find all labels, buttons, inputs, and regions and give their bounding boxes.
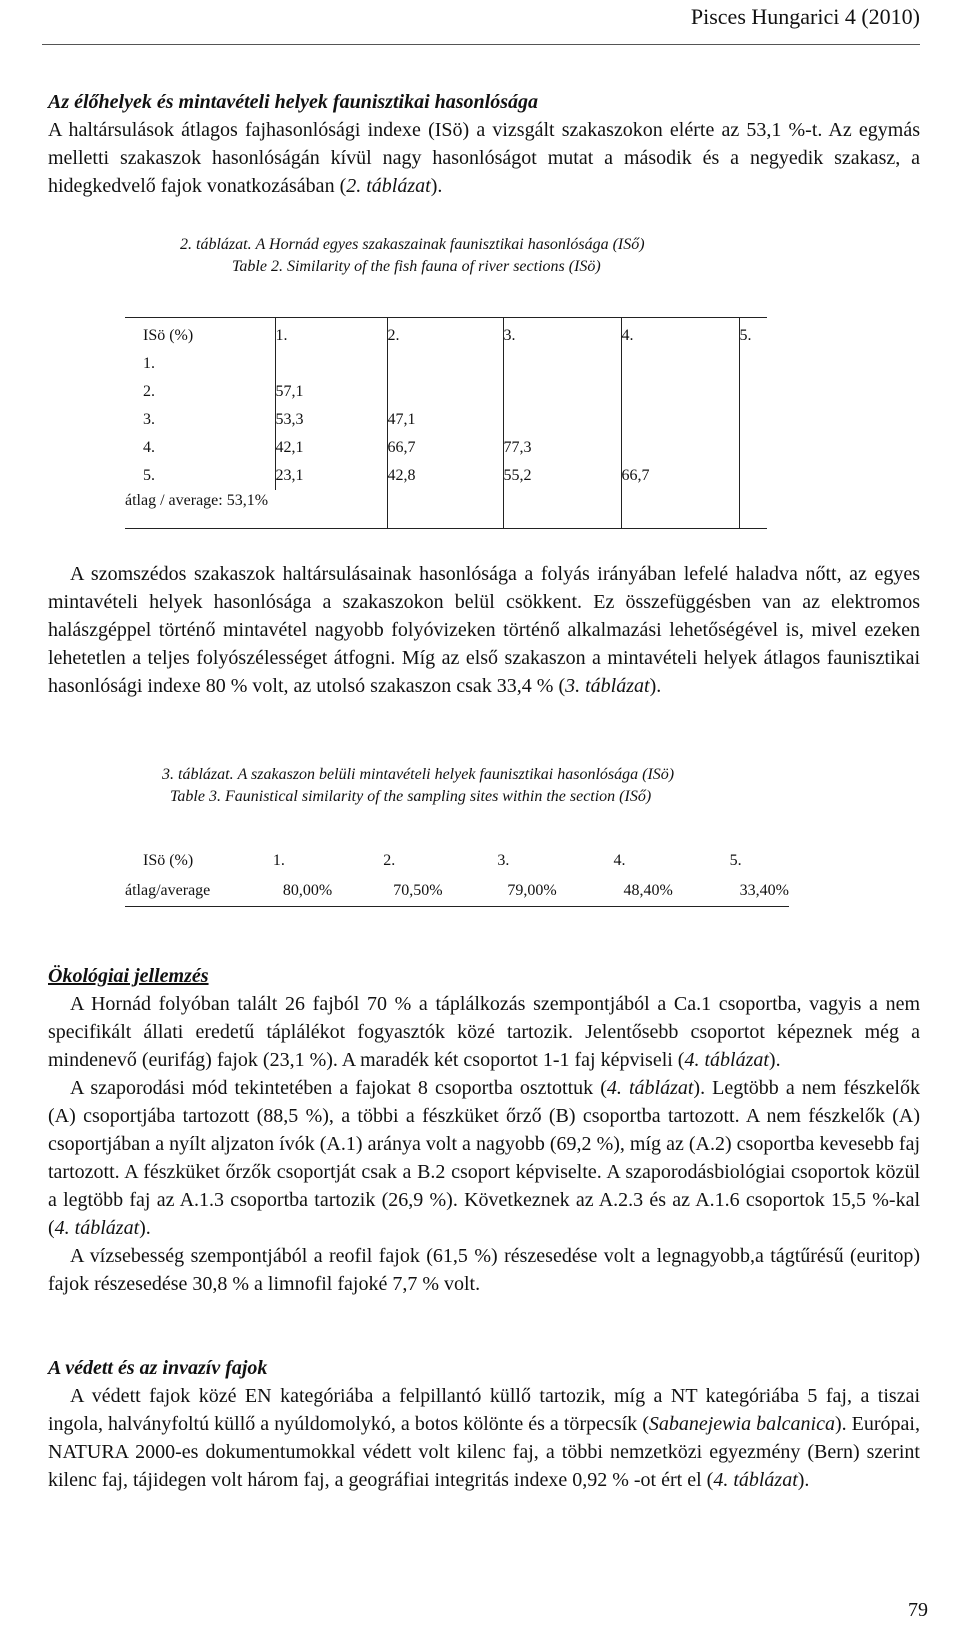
row-label: 2. [125,378,275,406]
section-similarity [48,88,920,200]
table2-caption-en: Table 2. Similarity of the fish fauna of river sections (ISö) [232,258,601,275]
table2-similarity-matrix [125,317,767,529]
table3-within-section-similarity [125,846,789,907]
paragraph-text: A haltársulások átlagos fajhasonlósági indexe (ISö) a vizsgált szakaszokon elérte az 53,1 %-t. Az egymás melletti szakaszok hasonlóságán kívül nagy hasonlóságot mutat a második és a negyedik szakasz, a hidegkedvelő fajok vonatkozásában ( [48,119,920,197]
table-cell [387,350,503,378]
table-header-cell: 2. [387,318,503,351]
paragraph-tail: ). [430,175,443,197]
table-header-cell: 4. [613,852,626,869]
table-cell: 53,3 [275,406,387,434]
table-cell [503,406,621,434]
table-cell [503,490,621,529]
table-cell [275,350,387,378]
table-header-cell: ISö (%) [143,852,194,869]
table-cell [621,434,739,462]
table-cell [739,462,767,490]
table-cell: 23,1 [275,462,387,490]
table-reference: 4. táblázat [684,1049,769,1071]
table-cell [503,378,621,406]
table-header-cell: 5. [739,327,752,344]
running-header: Pisces Hungarici 4 (2010) [690,4,920,29]
table3-caption-hu [162,764,674,786]
table-reference: 4. táblázat [54,1217,140,1239]
table-cell [739,378,767,406]
table-cell: 70,50% [383,876,497,907]
paragraph-text: ). Legtöbb a nem fészkelők (A) csoportjába tartozott (88,5 %), a többi a fészküket őrző (B) csoportba tartozott. A nem fészkelők (A) csoportjában a nyílt aljzaton ívók (A.1) aránya volt a nagyobb (69,2 %), míg az (A.2) csoportba kevesebb faj tartozott. A fészküket őrzők csoportját csak a B.2 csoport képviselte. A szaporodásbiológiai csoportok közül a legtöbb faj az A.1.3 csoportba tartozik (26,9 %). Következnek az A.2.3 és az A.1.6 csoportok 15,5 %-kal ( [48,1077,920,1239]
section-heading-protected: A védett és az invazív fajok [48,1357,268,1379]
table-row [125,406,767,434]
table-row [125,434,767,462]
table-cell: 66,7 [621,462,739,490]
table-cell [739,406,767,434]
paragraph-protected [48,1382,920,1494]
table-header-row [125,318,767,351]
table3-caption-en: Table 3. Faunistical similarity of the sampling sites within the section (ISő) [170,788,652,805]
section-ecology [48,962,920,1298]
table-cell: 42,8 [387,462,503,490]
table2-caption-hu [180,234,645,256]
table2-caption-number: 2. táblázat. [180,236,252,253]
table-reference: 4. táblázat [713,1469,798,1491]
table-header-cell: ISö (%) [125,318,275,351]
row-label: 4. [125,434,275,462]
table-cell: 42,1 [275,434,387,462]
table2-caption-hu-text: A Hornád egyes szakaszainak faunisztikai hasonlósága (ISő) [255,236,645,253]
table-row [125,378,767,406]
table-header-cell: 4. [621,318,739,351]
table-reference: 2. táblázat [346,175,431,197]
table-cell [387,490,503,529]
species-name: Sabanejewia balcanica [648,1413,835,1435]
table-cell: 55,2 [503,462,621,490]
table-cell [387,378,503,406]
paragraph-similarity [48,116,920,200]
paragraph-reproduction [48,1074,920,1242]
table2-caption [180,234,645,278]
paragraph-text: A védett fajok közé EN kategóriába a felpillantó küllő tartozik, míg a NT kategóriába 5 faj, a tiszai ingola, halványfoltú küllő a nyúldomolykó, a botos kölönte és a törpecsík ( [48,1385,920,1435]
table3-caption-hu-text: A szakaszon belüli mintavételi helyek faunisztikai hasonlósága (ISö) [237,766,675,783]
paragraph-tail: ). [797,1469,810,1491]
table-header-cell: 5. [729,852,742,869]
table-average-row [125,490,767,529]
table-row [125,462,767,490]
table-cell [621,378,739,406]
average-label: átlag / average: 53,1% [125,490,387,529]
table3-caption-number: 3. táblázat. [162,766,234,783]
table-cell [621,350,739,378]
table-header-cell: 2. [383,852,396,869]
table-cell: 33,40% [730,876,789,907]
paragraph-text: ). Európai, NATURA 2000-es dokumentumokkal védett volt kilenc faj, a többi nemzetközi egyezmény (Bern) szerint kilenc faj, tájidegen volt három faj, a geográfiai integritás indexe 0,92 % -ot ért el ( [48,1413,920,1491]
table-cell: 47,1 [387,406,503,434]
paragraph-text: A szaporodási mód tekintetében a fajokat 8 csoportba osztottuk ( [70,1077,607,1099]
table-cell: 48,40% [614,876,730,907]
table-cell: 66,7 [387,434,503,462]
paragraph-flow-velocity: A vízsebesség szempontjából a reofil fajok (61,5 %) részesedése volt a legnagyobb,a tágtűrésű (euritop) fajok részesedése 30,8 % a limnofil fajoké 7,7 % volt. [48,1245,920,1295]
paragraph-feeding [48,990,920,1074]
table-header-cell: 1. [275,318,387,351]
table-header-cell: 1. [272,852,285,869]
section-heading-similarity: Az élőhelyek és mintavételi helyek faunisztikai hasonlósága [48,91,538,113]
row-label: 1. [125,350,275,378]
paragraph-tail: ). [649,675,662,697]
table-cell [739,490,767,529]
table-cell [739,350,767,378]
table3-caption [162,764,674,808]
row-label: 5. [125,462,275,490]
row-label: átlag/average [125,876,273,907]
table-reference: 4. táblázat [606,1077,694,1099]
paragraph-tail: ). [768,1049,781,1071]
table-row [125,876,789,907]
table-header-row [125,846,789,876]
table-cell: 77,3 [503,434,621,462]
section-paragraph-2 [48,560,920,700]
paragraph-tail: ). [139,1217,151,1239]
paragraph-neighbour-sections [48,560,920,700]
section-protected-species [48,1354,920,1494]
table-cell [621,490,739,529]
table-header-cell: 3. [503,318,621,351]
paragraph-text: A Hornád folyóban talált 26 fajból 70 % a táplálkozás szempontjából a Ca.1 csoportba, vagyis a nem specifikált állati eredetű táplálékot fogyasztók közé tartozik. Jelentősebb csoportot képeznek még a mindenevő (eurifág) fajok (23,1 %). A maradék két csoportot 1-1 faj képviseli ( [48,993,920,1071]
page-number: 79 [908,1599,928,1621]
table-cell: 57,1 [275,378,387,406]
table-cell [739,434,767,462]
table-header-cell: 3. [497,852,510,869]
paragraph-text: A szomszédos szakaszok haltársulásainak hasonlósága a folyás irányában lefelé haladva nőtt, az egyes mintavételi helyek hasonlósága a szakaszokon belül csökkent. Ez összefüggésben van az elektromos halászgéppel történő mintavétel nagyobb folyóvizeken történő alkalmazási lehetőségével is, mivel ezeken lehetetlen a teljes folyószélességet átfogni. Míg az első szakaszon a mintavételi helyek átlagos faunisztikai hasonlósági indexe 80 % volt, az utolsó szakaszon csak 33,4 % ( [48,563,920,697]
table-cell: 80,00% [273,876,383,907]
section-heading-ecology: Ökológiai jellemzés [48,965,209,987]
header-rule [42,44,920,45]
table-row [125,350,767,378]
table-reference: 3. táblázat [565,675,650,697]
row-label: 3. [125,406,275,434]
table-cell [621,406,739,434]
table-cell: 79,00% [497,876,613,907]
table-cell [503,350,621,378]
